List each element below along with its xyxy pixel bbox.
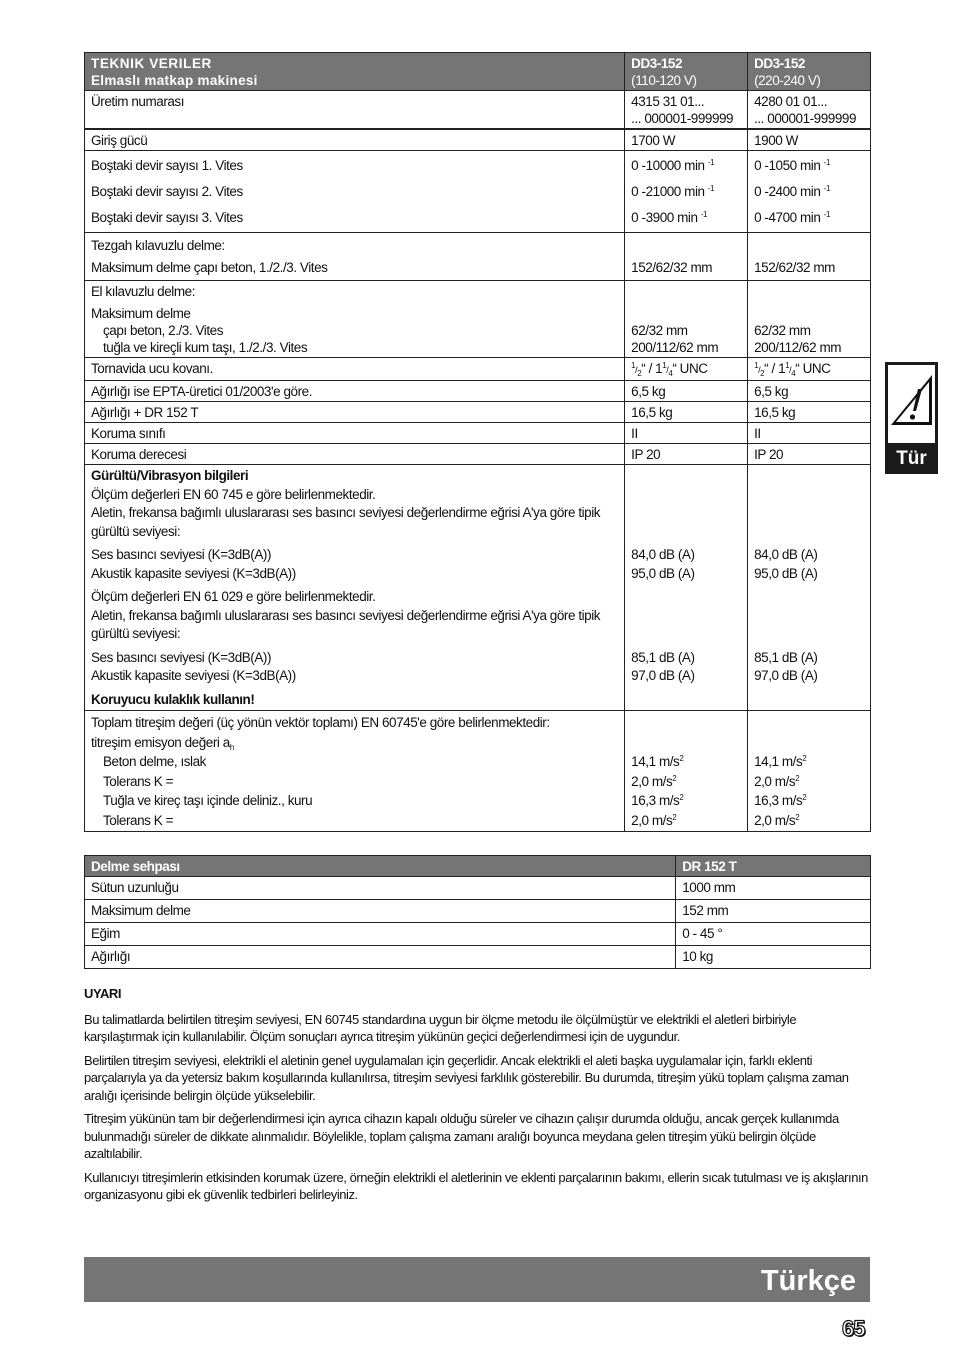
spec-header-row	[85, 53, 871, 91]
language-label: Türkçe	[760, 1265, 856, 1297]
model-b-voltage: (220-240 V)	[754, 73, 821, 88]
technical-data-table	[84, 52, 871, 832]
spec-title-cell	[85, 53, 625, 91]
sq: 2	[679, 754, 684, 763]
exp: -1	[707, 158, 715, 167]
speed-labels	[85, 151, 625, 233]
sound-pressure-label-2: Ses basıncı seviyesi (K=3dB(A))	[91, 649, 272, 665]
stand-title: Delme sehpası	[85, 856, 676, 877]
warning-icon	[888, 365, 935, 443]
power-row	[85, 129, 871, 151]
drill-stand-table	[84, 855, 871, 969]
spindle-a: $^1/_2“$ / $1^1/_4“$ UNC	[625, 358, 748, 381]
model-a-header	[625, 53, 748, 91]
stand-header-row	[85, 856, 871, 877]
bench-label2: Maksimum delme çapı beton, 1./2./3. Vites	[91, 260, 328, 275]
noise-labels	[85, 465, 625, 711]
vib-concrete-a: 14,1 m/s	[631, 754, 680, 769]
production-row	[85, 91, 871, 130]
sp1-b: 84,0 dB (A)	[754, 547, 818, 562]
hand-drilling-row	[85, 281, 871, 358]
stand-row-label: Maksimum delme	[85, 900, 676, 923]
speed2-label: Boştaki devir sayısı 2. Vites	[91, 184, 243, 199]
model-b-name: DD3-152	[754, 56, 805, 71]
class-a: II	[625, 423, 748, 444]
vib-sub: h	[229, 742, 234, 752]
warning-section	[84, 985, 871, 1210]
speed3-a: 0 -3900 min	[631, 210, 698, 225]
vib-tol2-a: 2,0 m/s	[631, 812, 673, 828]
power-label: Giriş gücü	[85, 129, 625, 151]
speed-b	[748, 151, 871, 233]
degree-row	[85, 444, 871, 465]
exp: -1	[700, 210, 708, 219]
degree-label: Koruma derecesi	[85, 444, 625, 465]
noise-std2: Ölçüm değerleri EN 61 029 e göre belirlenmektedir.	[91, 589, 376, 604]
class-b: II	[748, 423, 871, 444]
warning-paragraph-1: Bu talimatlarda belirtilen titreşim seviyesi, EN 60745 standardına uygun bir ölçme metodu ile ölçülmüştür ve elektrikli el aletleri birbiriyle karşılaştırmak için kullanılabilir. Ölçüm sonuçları ayrıca titreşim yükünün geçici değerlendirmesi için de uygundur.	[84, 1011, 797, 1044]
production-b1: 4280 01 01...	[754, 94, 828, 109]
bench-a	[625, 233, 748, 281]
vib-tol-label-2: Tolerans K =	[103, 812, 174, 828]
noise-row	[85, 465, 871, 711]
power-a: 1700 W	[625, 129, 748, 151]
hand-a	[625, 281, 748, 358]
language-footer-bar	[84, 1257, 870, 1302]
vib-brick-label: Tuğla ve kireç taşı içinde deliniz., kuru	[103, 793, 313, 808]
noise-b	[748, 465, 871, 711]
sound-power-label-2: Akustik kapasite seviyesi (K=3dB(A))	[91, 668, 296, 683]
weight2-a: 16,5 kg	[625, 402, 748, 423]
page-number: 65	[842, 1316, 865, 1341]
side-language-tab	[885, 362, 938, 474]
vib-tol-a: 2,0 m/s	[631, 773, 673, 789]
speed1-b: 0 -1050 min	[754, 158, 821, 173]
exp: -1	[823, 158, 830, 167]
stand-model: DR 152 T	[676, 856, 871, 877]
weight-a: 6,5 kg	[625, 381, 748, 402]
warning-paragraph-3: Titreşim yükünün tam bir değerlendirmesi için ayrıca cihazın kapalı olduğu süreler ve cihazın çalışır durumda olduğu, ancak gerçek kullanımda bulunmadığı süreler de dikkate alınmalıdır. Böylelikle, toplam çalışma zamanı aralığı boyunca meydana gelen titreşim yükü belirgin ölçüde azaltılabilir.	[84, 1111, 839, 1161]
bench-drilling-row	[85, 233, 871, 281]
sp2-a: 85,1 dB (A)	[631, 649, 695, 665]
vibration-b	[748, 711, 871, 832]
stand-row-value: 1000 mm	[676, 877, 871, 900]
speed3-b: 0 -4700 min	[754, 210, 821, 225]
hand-label3: çapı beton, 2./3. Vites	[103, 323, 223, 338]
speed-a	[625, 151, 748, 233]
stand-row-value: 10 kg	[676, 946, 871, 969]
speed1-a: 0 -10000 min	[631, 158, 705, 173]
warning-title: UYARI	[84, 986, 122, 1001]
sq: 2	[802, 793, 807, 802]
noise-a	[625, 465, 748, 711]
vib-label2	[91, 733, 618, 753]
hand-b1: 62/32 mm	[754, 323, 811, 338]
stand-row-value: 152 mm	[676, 900, 871, 923]
model-a-voltage: (110-120 V)	[631, 73, 697, 88]
vib-label1: Toplam titreşim değeri (üç yönün vektör toplamı) EN 60745'e göre belirlenmektedir:	[91, 715, 550, 730]
speed2-a: 0 -21000 min	[631, 184, 705, 199]
class-row	[85, 423, 871, 444]
vibration-row	[85, 711, 871, 832]
production-a1: 4315 31 01...	[631, 94, 705, 109]
production-b2: ... 000001-999999	[754, 111, 857, 126]
spindle-b-value: UNC	[802, 361, 831, 376]
noise-title: Gürültü/Vibrasyon bilgileri	[91, 468, 249, 483]
stand-row-value: 0 - 45 °	[676, 923, 871, 946]
hand-a2: 200/112/62 mm	[631, 340, 719, 355]
table-row	[85, 923, 871, 946]
spindle-label: Tornavida ucu kovanı.	[85, 358, 625, 381]
production-b	[748, 91, 871, 130]
vib-concrete-label: Beton delme, ıslak	[103, 754, 206, 769]
weight-b: 6,5 kg	[748, 381, 871, 402]
sq: 2	[795, 773, 800, 783]
degree-b: IP 20	[748, 444, 871, 465]
weight-label: Ağırlığı ise EPTA-üretici 01/2003'e göre.	[85, 381, 625, 402]
sq: 2	[672, 812, 677, 822]
weight2-b: 16,5 kg	[748, 402, 871, 423]
vib-label2-text: titreşim emisyon değeri a	[91, 734, 230, 750]
speed-row	[85, 151, 871, 233]
speed1-label: Boştaki devir sayısı 1. Vites	[91, 158, 243, 173]
sp2-b: 85,1 dB (A)	[754, 649, 818, 665]
noise-desc2: Aletin, frekansa bağımlı uluslararası ses basıncı seviyesi değerlendirme eğrisi A'ya göre tipik gürültü seviyesi:	[91, 607, 601, 641]
noise-std1: Ölçüm değerleri EN 60 745 e göre belirlenmektedir.	[91, 486, 376, 502]
bench-b-value: 152/62/32 mm	[754, 260, 835, 275]
spindle-row	[85, 358, 871, 381]
sw2-a: 97,0 dB (A)	[631, 668, 695, 683]
power-b: 1900 W	[748, 129, 871, 151]
speed3-label: Boştaki devir sayısı 3. Vites	[91, 210, 243, 225]
stand-row-label: Ağırlığı	[85, 946, 676, 969]
weight-row	[85, 381, 871, 402]
spindle-a-value: UNC	[679, 361, 708, 376]
sound-power-label-1: Akustik kapasite seviyesi (K=3dB(A))	[91, 565, 296, 581]
stand-row-label: Eğim	[85, 923, 676, 946]
sq: 2	[795, 812, 800, 822]
side-tab-label: Tür	[896, 448, 927, 469]
hand-label2: Maksimum delme	[91, 306, 191, 321]
vibration-labels	[85, 711, 625, 832]
sq: 2	[672, 773, 677, 783]
vib-concrete-b: 14,1 m/s	[754, 754, 803, 769]
weight2-label: Ağırlığı + DR 152 T	[85, 402, 625, 423]
sound-pressure-label-1: Ses basıncı seviyesi (K=3dB(A))	[91, 547, 272, 562]
sq: 2	[679, 793, 684, 802]
bench-label1: Tezgah kılavuzlu delme:	[91, 238, 225, 253]
sw1-b: 95,0 dB (A)	[754, 565, 818, 581]
hand-b	[748, 281, 871, 358]
degree-a: IP 20	[625, 444, 748, 465]
hand-a1: 62/32 mm	[631, 323, 688, 338]
sw1-a: 95,0 dB (A)	[631, 565, 695, 581]
bench-b	[748, 233, 871, 281]
warning-paragraph-4: Kullanıcıyı titreşimlerin etkisinden korumak üzere, örneğin elektrikli el aletlerinin ve eklenti parçalarının bakımı, ellerin sıcak tutulması ve iş akışlarının organizasyonu gibi ek güvenlik tedbirleri belirleyiniz.	[84, 1169, 868, 1202]
hand-labels	[85, 281, 625, 358]
exp: -1	[707, 184, 715, 193]
table-row	[85, 946, 871, 969]
production-a	[625, 91, 748, 130]
class-label: Koruma sınıfı	[85, 423, 625, 444]
table-row	[85, 900, 871, 923]
spec-title: TEKNIK VERILER	[91, 56, 212, 71]
hand-b2: 200/112/62 mm	[754, 340, 842, 355]
spindle-b: $^1/_2“$ / $1^1/_4“$ UNC	[748, 358, 871, 381]
production-a2: ... 000001-999999	[631, 111, 734, 126]
hand-label4: tuğla ve kireçli kum taşı, 1./2./3. Vites	[103, 340, 308, 355]
sp1-a: 84,0 dB (A)	[631, 547, 695, 562]
vib-brick-a: 16,3 m/s	[631, 793, 680, 808]
table-row	[85, 877, 871, 900]
vib-brick-b: 16,3 m/s	[754, 793, 803, 808]
vib-tol-label-1: Tolerans K =	[103, 773, 174, 789]
vib-tol-b: 2,0 m/s	[754, 773, 796, 789]
sw2-b: 97,0 dB (A)	[754, 668, 818, 683]
warning-paragraph-2: Belirtilen titreşim seviyesi, elektrikli el aletinin genel uygulamaları için geçerlidir. Ancak elektrikli el aleti başka uygulamalar için, farklı eklenti parçalarıyla ya da yetersiz bakım koşullarında kullanılırsa, titreşim seviyesi farklılık gösterebilir. Bu durumda, titreşim yükü toplam çalışma zaman aralığı içerisinde belirgin ölçüde yükselebilir.	[84, 1052, 849, 1103]
production-label: Üretim numarası	[85, 91, 625, 130]
sq: 2	[802, 754, 807, 763]
spec-subtitle: Elmaslı matkap makinesi	[91, 73, 258, 88]
weight2-row	[85, 402, 871, 423]
exp: -1	[823, 210, 830, 219]
model-a-name: DD3-152	[631, 56, 683, 71]
bench-labels	[85, 233, 625, 281]
ear-protection-note: Koruyucu kulaklık kullanın!	[91, 691, 255, 707]
exp: -1	[823, 184, 830, 193]
stand-row-label: Sütun uzunluğu	[85, 877, 676, 900]
noise-desc1: Aletin, frekansa bağımlı uluslararası ses basıncı seviyesi değerlendirme eğrisi A'ya göre tipik gürültü seviyesi:	[91, 505, 601, 539]
hand-label1: El kılavuzlu delme:	[91, 284, 195, 299]
vib-tol2-b: 2,0 m/s	[754, 812, 796, 828]
speed2-b: 0 -2400 min	[754, 184, 821, 199]
vibration-a	[625, 711, 748, 832]
bench-a-value: 152/62/32 mm	[631, 260, 713, 275]
model-b-header	[748, 53, 871, 91]
